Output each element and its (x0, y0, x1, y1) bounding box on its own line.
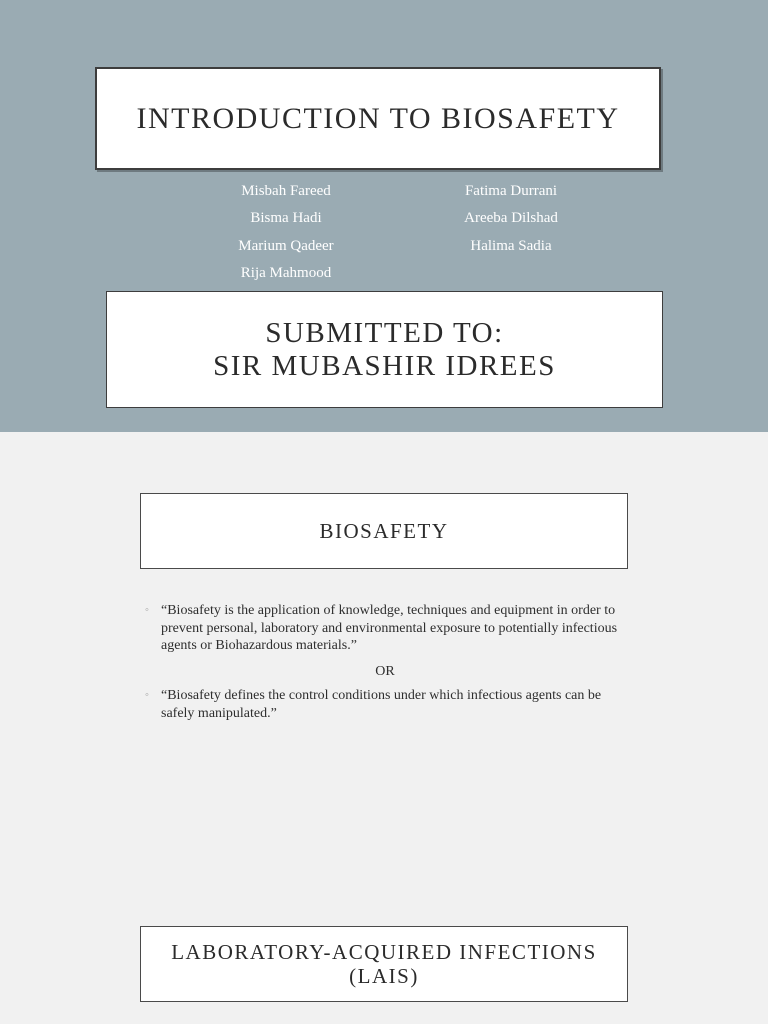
lai-heading-box (140, 926, 628, 1002)
bullet-icon: ◦ (145, 604, 149, 616)
author-name: Areeba Dilshad (464, 210, 558, 227)
biosafety-heading: BIOSAFETY (319, 518, 449, 543)
title-slide (0, 0, 768, 432)
lai-heading-line1: LABORATORY-ACQUIRED INFECTIONS (171, 940, 597, 964)
list-item (145, 602, 625, 655)
author-name: Marium Qadeer (238, 237, 334, 254)
definition-list (145, 602, 625, 722)
author-name: Rija Mahmood (240, 264, 332, 281)
presentation-title: INTRODUCTION TO BIOSAFETY (136, 101, 620, 135)
author-name: Halima Sadia (470, 237, 552, 254)
definition-text: “Biosafety defines the control conditions under which infectious agents can be safely manipulated.” (161, 688, 602, 721)
title-box (95, 67, 661, 170)
definition-text: “Biosafety is the application of knowledge, techniques and equipment in order to prevent personal, laboratory and environmental exposure to potentially infectious agents or Biohazardous materials.” (161, 603, 618, 653)
biosafety-heading-box (140, 493, 628, 569)
authors-right-column (430, 178, 592, 260)
list-item (145, 687, 625, 722)
author-name: Bisma Hadi (250, 210, 322, 227)
author-name: Misbah Fareed (241, 183, 331, 199)
submitted-to-box (106, 291, 663, 408)
bullet-icon: ◦ (145, 689, 149, 701)
or-separator: OR (375, 663, 395, 679)
submitted-to-label: SUBMITTED TO: (265, 316, 504, 349)
authors-left-column (210, 178, 362, 287)
submitted-to-name: SIR MUBASHIR IDREES (213, 349, 556, 382)
author-name: Fatima Durrani (464, 183, 558, 199)
lai-heading-line2: (LAIS) (349, 964, 419, 988)
